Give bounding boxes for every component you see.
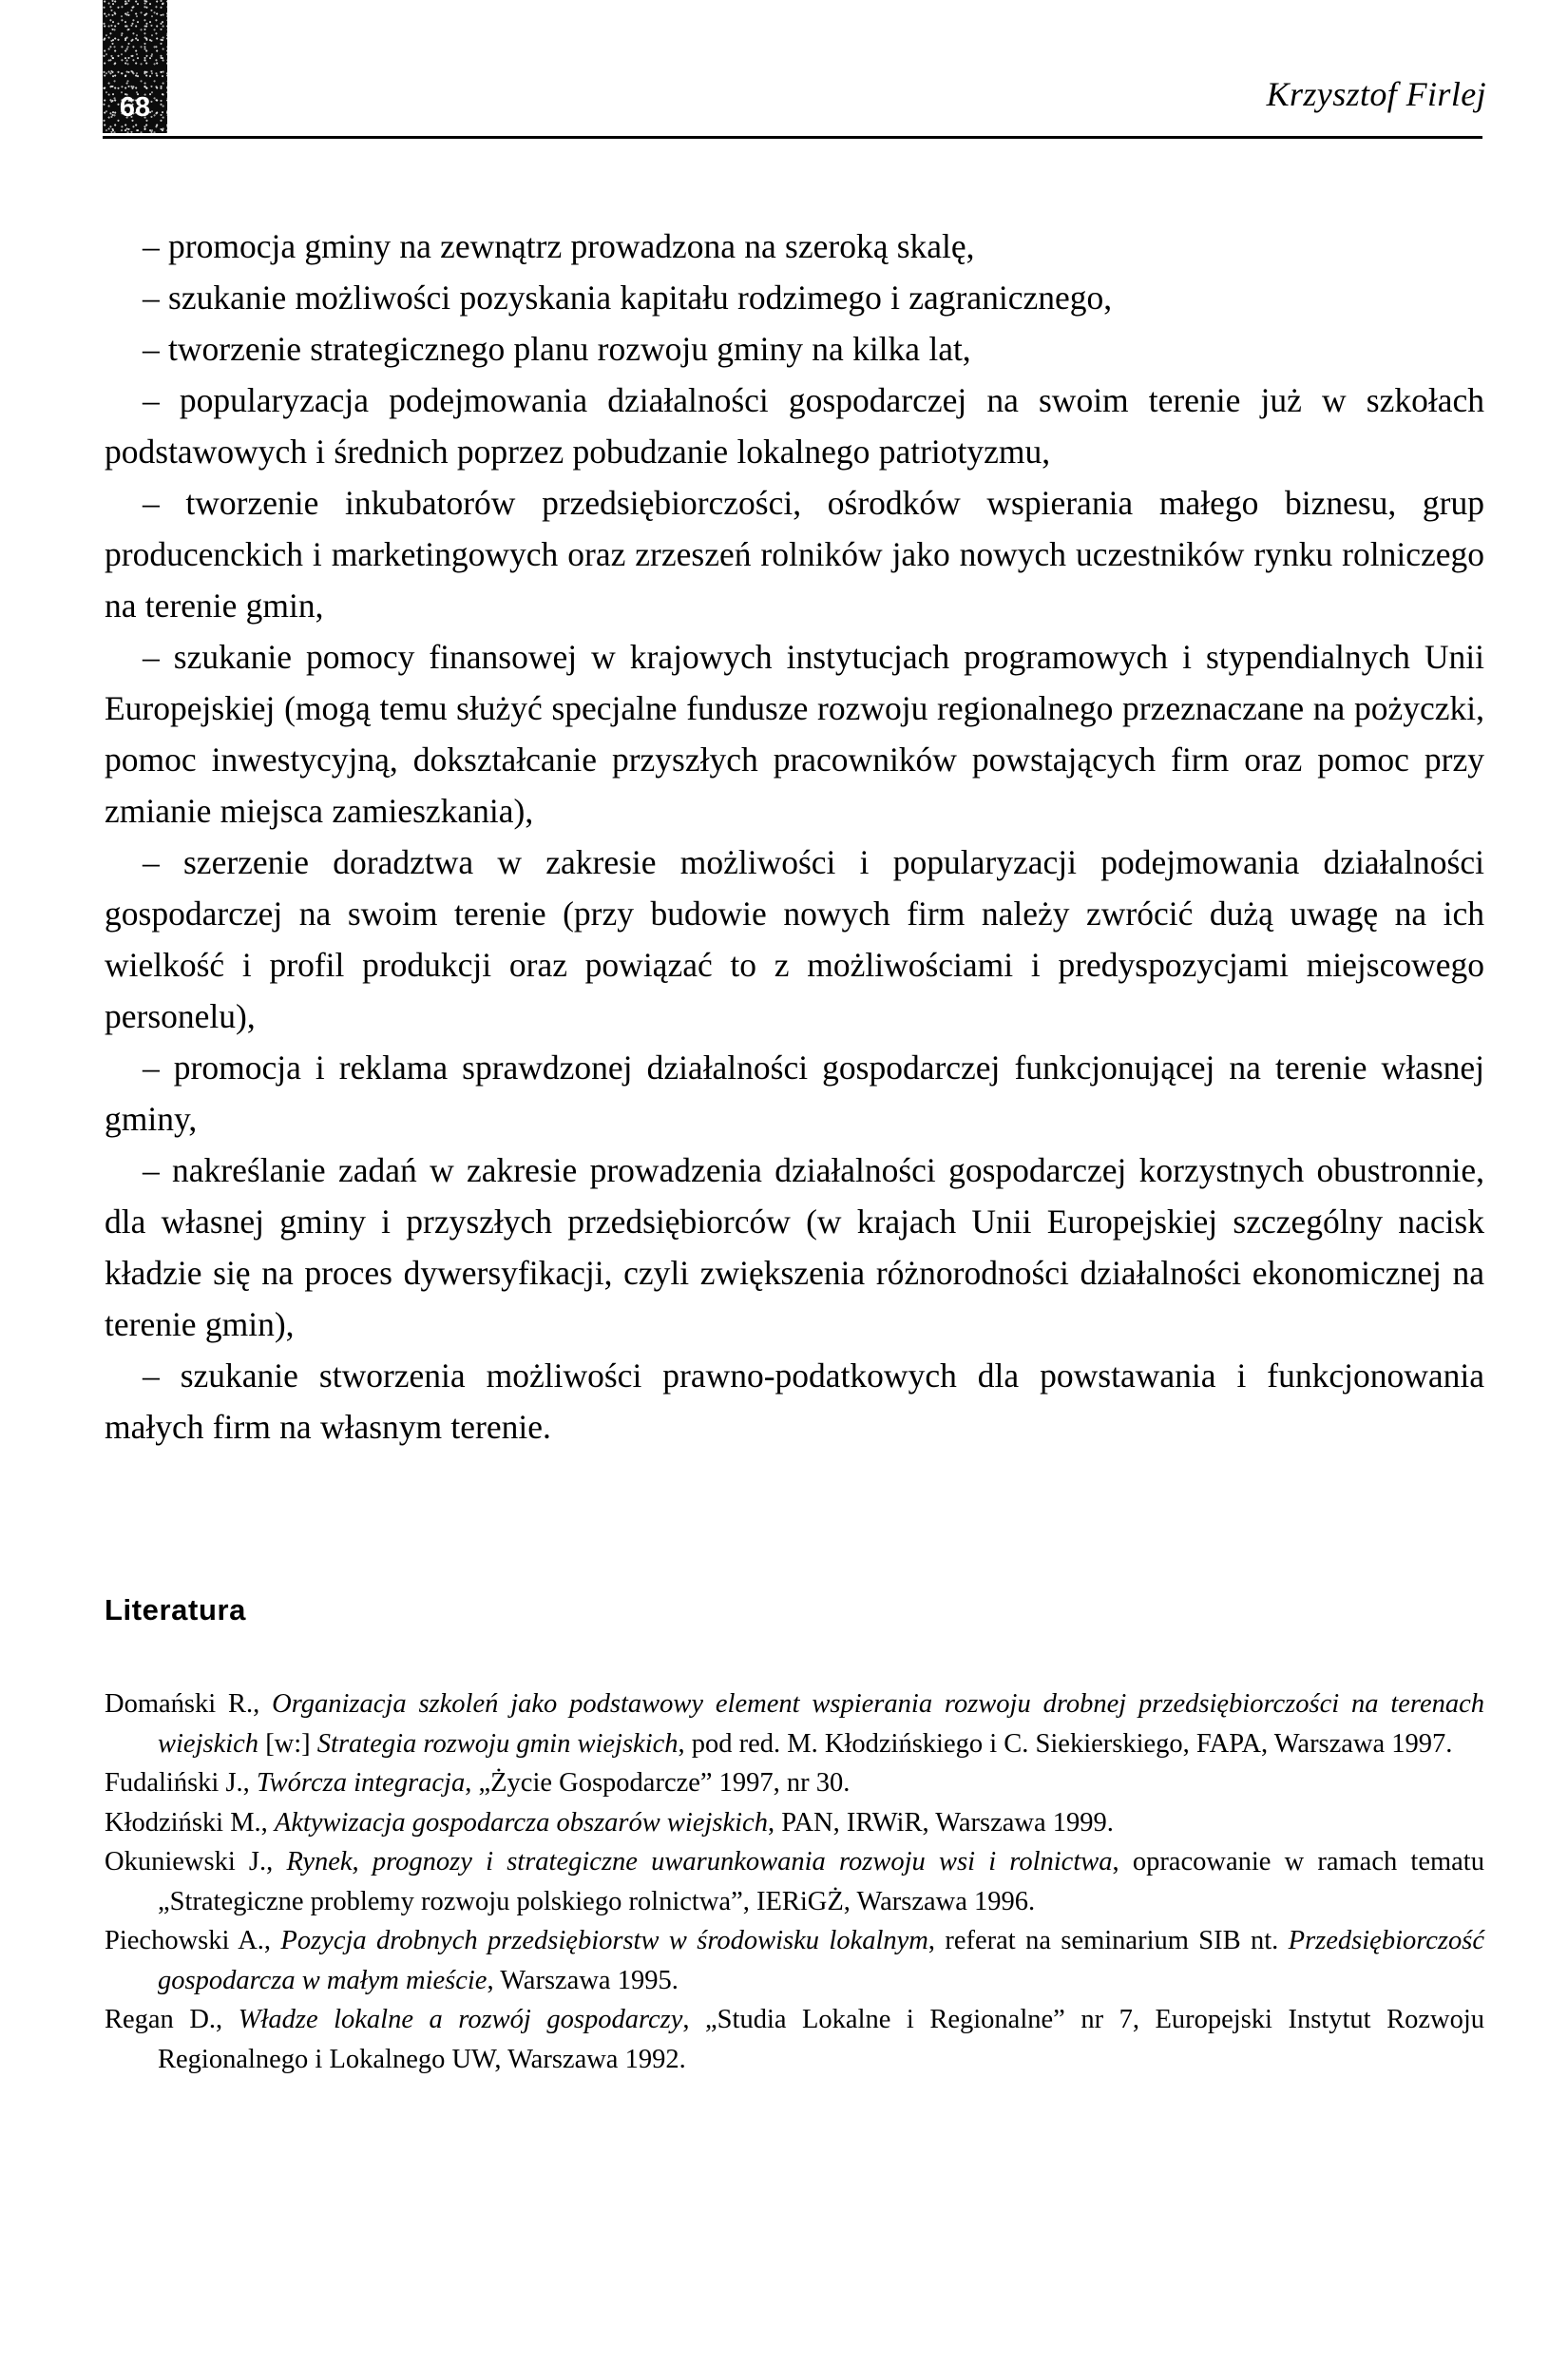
bibliography-entry <box>105 1921 1484 2000</box>
body-paragraph: – promocja i reklama sprawdzonej działalności gospodarczej funkcjonującej na terenie własnej gminy, <box>105 1049 1484 1138</box>
body-paragraph: – szukanie stworzenia możliwości prawno-podatkowych dla powstawania i funkcjonowania małych firm na własnym terenie. <box>105 1357 1484 1446</box>
bibliography-entry <box>105 1763 1484 1803</box>
body-paragraph: – tworzenie inkubatorów przedsiębiorczości, ośrodków wspierania małego biznesu, grup producenckich i marketingowych oraz zrzeszeń rolników jako nowych uczestników rynku rolniczego na terenie gmin, <box>105 484 1484 625</box>
reference-title: Przedsiębiorczość gospodarcza w małym mieście <box>158 1926 1485 1995</box>
reference-text: Okuniewski J., <box>105 1847 287 1876</box>
reference-text: Regan D., <box>105 2005 239 2034</box>
reference-text: Fudaliński J., <box>105 1768 257 1798</box>
page-number: 68 <box>119 92 151 123</box>
reference-title: Twórcza integracja <box>256 1768 466 1798</box>
body-paragraph: – popularyzacja podejmowania działalności gospodarczej na swoim terenie już w szkołach podstawowych i średnich poprzez pobudzanie lokalnego patriotyzmu, <box>105 381 1484 471</box>
reference-text: , Warszawa 1995. <box>487 1965 679 1995</box>
reference-title: Rynek, prognozy i strategiczne uwarunkowania rozwoju wsi i rolnictwa <box>286 1847 1113 1876</box>
reference-title: Aktywizacja gospodarcza obszarów wiejskich <box>274 1807 768 1838</box>
reference-title: Organizacja szkoleń jako podstawowy element wspierania rozwoju drobnej przedsiębiorczości na terenach wiejskich <box>158 1689 1484 1759</box>
reference-text: Piechowski A., <box>105 1926 281 1955</box>
literature-heading: Literatura <box>105 1593 246 1626</box>
body-paragraph: – nakreślanie zadań w zakresie prowadzenia działalności gospodarczej korzystnych obustronnie, dla własnej gminy i przyszłych przedsiębiorców (w krajach Unii Europejskiej szczególny nacisk kładzie się na proces dywersyfikacji, czyli zwiększenia różnorodności działalności ekonomicznej na terenie gmin), <box>105 1151 1484 1343</box>
body-paragraph: – tworzenie strategicznego planu rozwoju gminy na kilka lat, <box>143 330 971 368</box>
reference-text: , „Życie Gospodarcze” 1997, nr 30. <box>465 1768 851 1798</box>
bibliography-entry <box>105 1842 1484 1921</box>
reference-text: , PAN, IRWiR, Warszawa 1999. <box>767 1807 1114 1838</box>
reference-text: , referat na seminarium SIB nt. <box>927 1926 1289 1955</box>
reference-text: [w:] <box>265 1728 317 1759</box>
reference-title: Strategia rozwoju gmin wiejskich <box>316 1728 679 1759</box>
reference-text: , „Studia Lokalne i Regionalne” nr 7, Europejski Instytut Rozwoju Regionalnego i Lokalnego UW, Warszawa 1992. <box>158 2005 1484 2074</box>
bibliography-entry <box>105 1684 1484 1763</box>
reference-text: , pod red. M. Kłodzińskiego i C. Siekierskiego, FAPA, Warszawa 1997. <box>678 1728 1453 1759</box>
bibliography-entry <box>105 2000 1484 2079</box>
body-paragraph: – szerzenie doradztwa w zakresie możliwości i popularyzacji podejmowania działalności gospodarczej na swoim terenie (przy budowie nowych firm należy zwrócić dużą uwagę na ich wielkość i profil produkcji oraz powiązać to z możliwościami i predyspozycjami miejscowego personelu), <box>105 843 1484 1035</box>
running-head <box>0 0 1568 162</box>
body-paragraph: – szukanie pomocy finansowej w krajowych instytucjach programowych i stypendialnych Unii Europejskiej (mogą temu służyć specjalne fundusze rozwoju regionalnego przeznaczane na pożyczki, pomoc inwestycyjną, dokształcanie przyszłych pracowników powstających firm oraz pomoc przy zmianie miejsca zamieszkania), <box>105 638 1484 830</box>
header-rule <box>103 136 1482 139</box>
reference-text: Kłodziński M., <box>105 1807 275 1838</box>
reference-title: Pozycja drobnych przedsiębiorstw w środowisku lokalnym <box>280 1926 928 1955</box>
running-head-author: Krzysztof Firlej <box>1266 75 1486 113</box>
body-paragraph: – szukanie możliwości pozyskania kapitału rodzimego i zagranicznego, <box>143 279 1113 317</box>
reference-title: Władze lokalne a rozwój gospodarczy <box>238 2005 683 2034</box>
bibliography-list <box>105 1684 1484 2079</box>
page-number-block <box>103 0 167 133</box>
reference-text: Domański R., <box>105 1689 273 1719</box>
body-paragraph: – promocja gminy na zewnątrz prowadzona na szeroką skalę, <box>143 227 975 265</box>
bibliography-entry <box>105 1803 1484 1843</box>
body-text <box>105 221 1484 1453</box>
reference-text: , opracowanie w ramach tematu „Strategiczne problemy rozwoju polskiego rolnictwa”, IERiGŻ, Warszawa 1996. <box>158 1847 1484 1916</box>
